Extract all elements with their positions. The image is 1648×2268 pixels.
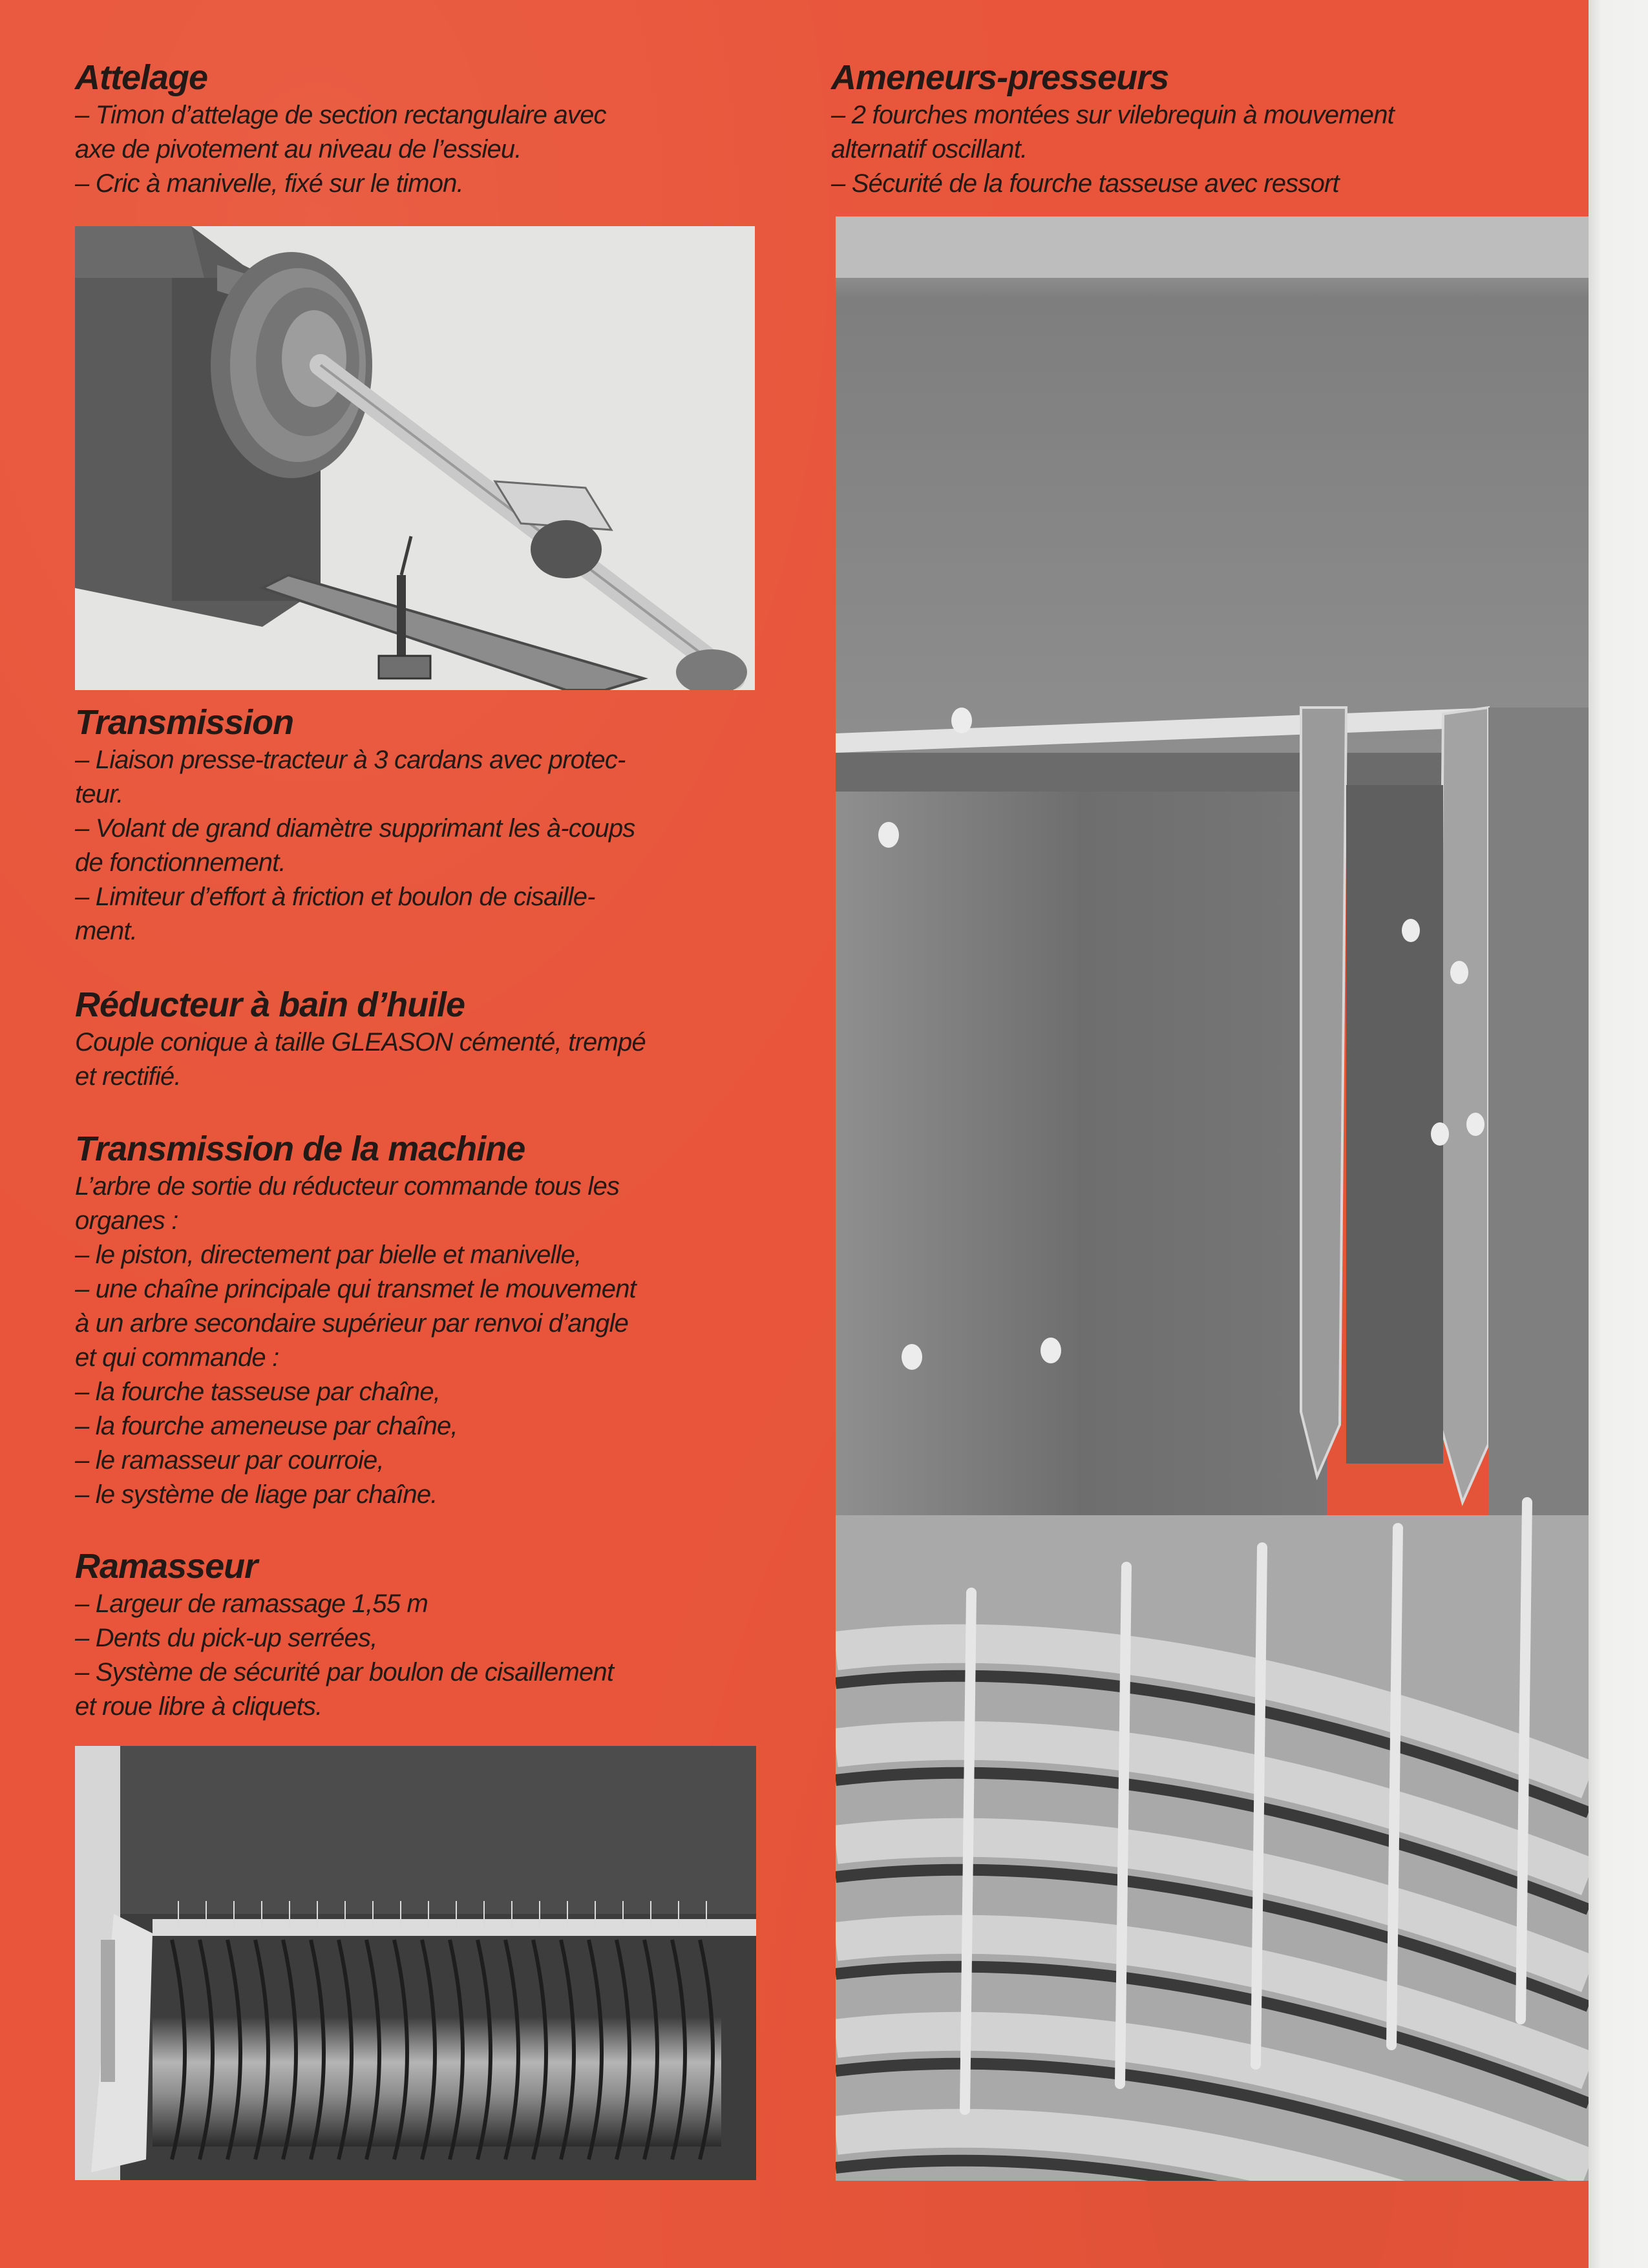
text-line: – le ramasseur par courroie, (75, 1446, 384, 1475)
pickup-tine (1256, 1548, 1262, 2064)
section-transmission (75, 702, 779, 949)
text-line: axe de pivotement au niveau de l’essieu. (75, 135, 522, 163)
text-line: – 2 fourches montées sur vilebrequin à mouvement (831, 101, 1394, 129)
text-line: – la fourche tasseuse par chaîne, (75, 1378, 441, 1406)
section-transmission-machine (75, 1128, 779, 1512)
text-line: – le système de liage par chaîne. (75, 1480, 438, 1509)
pickup-tine (1391, 1528, 1398, 2045)
page-margin (1589, 0, 1648, 2268)
text-line: – une chaîne principale qui transmet le mouvement (75, 1275, 636, 1303)
text-line: – Limiteur d’effort à friction et boulon de cisaille- (75, 883, 595, 911)
text-line: et roue libre à cliquets. (75, 1692, 322, 1721)
text-line: – Timon d’attelage de section rectangulaire avec (75, 101, 606, 129)
pickup-tine (965, 1593, 971, 2110)
text-line: – Dents du pick-up serrées, (75, 1624, 377, 1652)
text-line: ment. (75, 917, 138, 945)
text-line: de fonctionnement. (75, 848, 286, 877)
section-attelage (75, 57, 773, 201)
text-line: et rectifié. (75, 1062, 181, 1091)
section-reducteur (75, 984, 779, 1094)
text-line: – Volant de grand diamètre supprimant les à-coups (75, 814, 635, 843)
text-line: – Système de sécurité par boulon de cisaillement (75, 1658, 614, 1686)
text-line: – le piston, directement par bielle et manivelle, (75, 1241, 582, 1269)
pickup-tine (1120, 1567, 1126, 2084)
pickup-tine (1521, 1502, 1527, 2019)
text-line: – Largeur de ramassage 1,55 m (75, 1590, 428, 1618)
text-line: teur. (75, 780, 123, 808)
photo-ameneurs-presseurs (836, 216, 1589, 2181)
text-line: – Cric à manivelle, fixé sur le timon. (75, 169, 463, 198)
section-title: Ameneurs-presseurs (831, 58, 1169, 97)
section-title: Ramasseur (75, 1547, 258, 1586)
section-title: Réducteur à bain d’huile (75, 985, 465, 1024)
text-line: – Sécurité de la fourche tasseuse avec ressort (831, 169, 1339, 198)
photo-ramasseur (75, 1746, 756, 2180)
section-ramasseur (75, 1546, 779, 1724)
section-title: Transmission (75, 703, 294, 742)
text-line: alternatif oscillant. (831, 135, 1028, 163)
photo-attelage (75, 226, 755, 690)
text-line: L’arbre de sortie du réducteur commande tous les (75, 1172, 620, 1201)
text-line: organes : (75, 1206, 178, 1235)
text-line: – la fourche ameneuse par chaîne, (75, 1412, 458, 1440)
section-title: Attelage (75, 58, 208, 97)
section-title: Transmission de la machine (75, 1129, 525, 1168)
text-line: Couple conique à taille GLEASON cémenté, trempé (75, 1028, 646, 1056)
section-ameneurs-presseurs (831, 57, 1568, 201)
text-line: à un arbre secondaire supérieur par renvoi d’angle (75, 1309, 629, 1338)
text-line: – Liaison presse-tracteur à 3 cardans avec protec- (75, 746, 626, 774)
text-line: et qui commande : (75, 1343, 279, 1372)
